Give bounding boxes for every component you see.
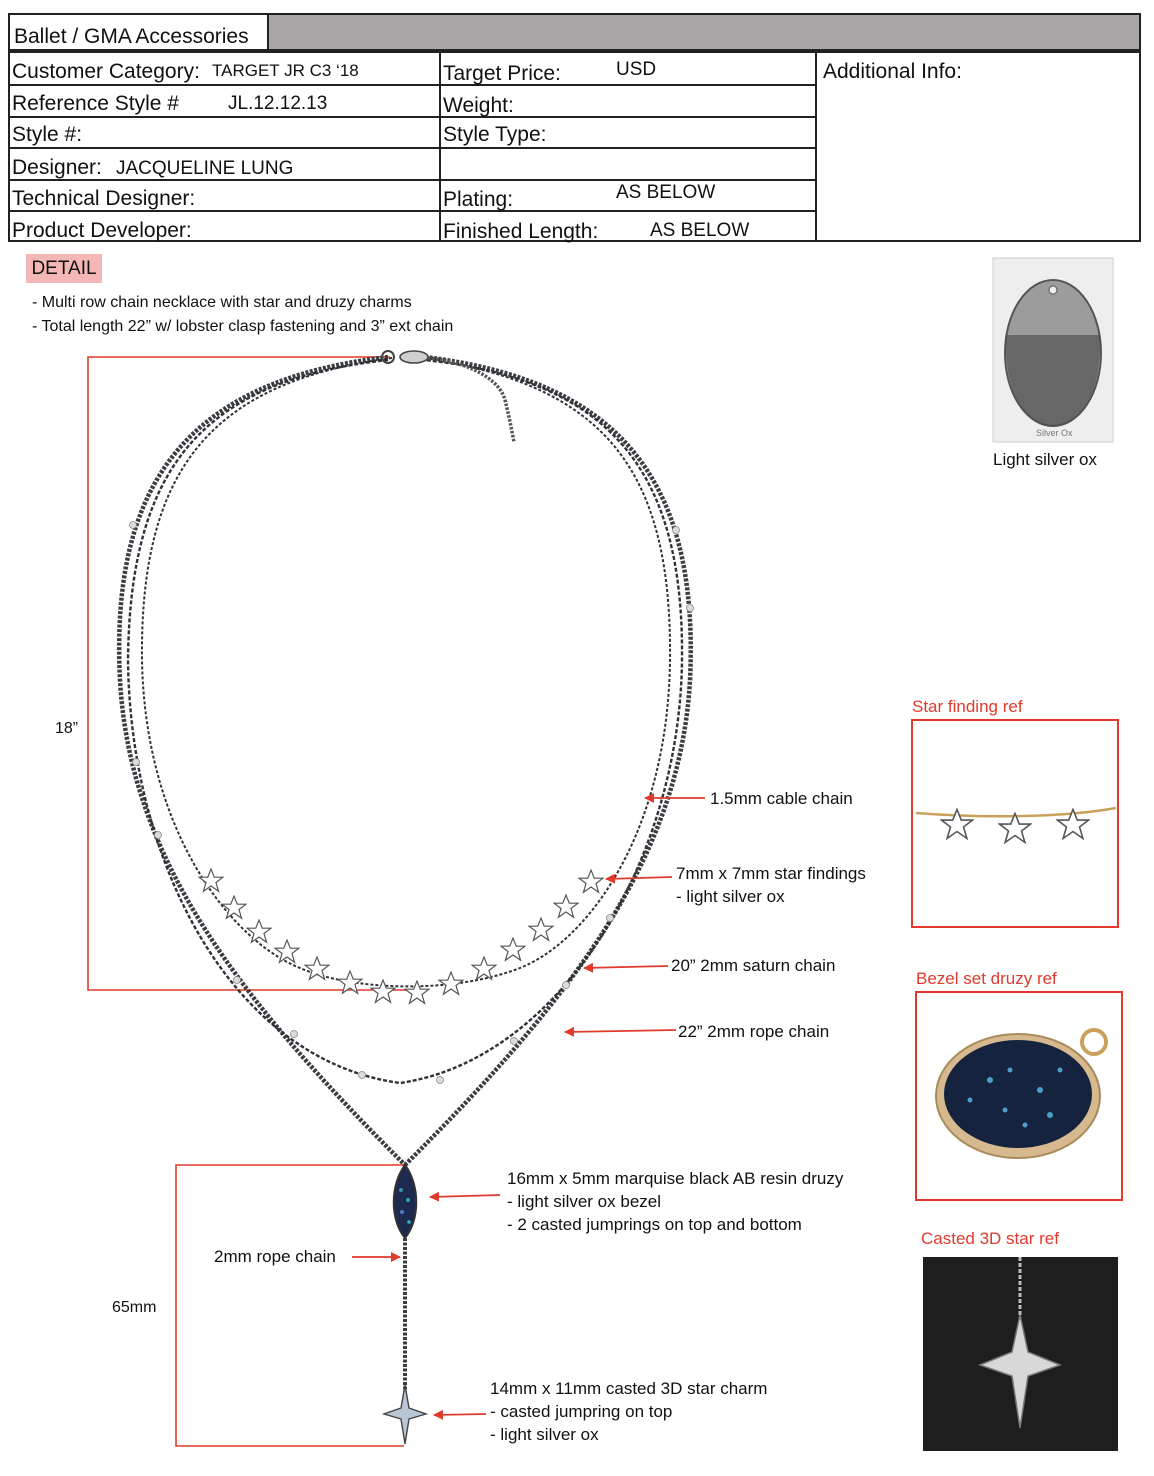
callout-druzy-bezel: - light silver ox bezel (507, 1192, 662, 1211)
callout-star-charm: 14mm x 11mm casted 3D star charm (490, 1379, 768, 1398)
druzy-ref-box (915, 991, 1123, 1201)
star-finding-ref-box (911, 719, 1119, 928)
callout-saturn-chain: 20” 2mm saturn chain (671, 956, 836, 975)
star3d-ref-image (923, 1257, 1118, 1451)
technical-designer-label: Technical Designer: (12, 187, 196, 210)
style-type-label: Style Type: (443, 123, 547, 146)
customer-category-label: Customer Category: (12, 60, 200, 83)
detail-chip: DETAIL (26, 254, 102, 283)
detail-note-1: - Multi row chain necklace with star and druzy charms (32, 294, 412, 311)
saturn-chain-20 (128, 360, 682, 1083)
star-charm-3d (384, 1385, 426, 1444)
callout-star-findings: 7mm x 7mm star findings (676, 864, 866, 883)
style-num-label: Style #: (12, 123, 83, 146)
plating-value: AS BELOW (616, 182, 716, 203)
reference-style-value: JL.12.12.13 (228, 93, 328, 114)
header-title: Ballet / GMA Accessories (8, 13, 269, 51)
silver-ox-swatch-image (993, 258, 1113, 442)
length-bracket-65mm (176, 1165, 404, 1446)
callout-druzy: 16mm x 5mm marquise black AB resin druzy (507, 1169, 844, 1188)
cable-chain-1.5 (142, 358, 670, 986)
finished-length-value: AS BELOW (650, 220, 750, 241)
callout-cable-chain: 1.5mm cable chain (710, 789, 853, 808)
star-finding-ref-title: Star finding ref (912, 697, 1023, 716)
length-bracket-18 (88, 357, 420, 990)
swatch-tag: Silver Ox (1036, 428, 1073, 438)
star3d-ref-title: Casted 3D star ref (921, 1229, 1059, 1248)
target-price-label: Target Price: (443, 62, 561, 85)
designer-value: JACQUELINE LUNG (116, 158, 294, 179)
target-price-value: USD (616, 59, 657, 80)
dimension-65mm-label: 65mm (112, 1299, 157, 1316)
product-developer-label: Product Developer: (12, 219, 192, 242)
druzy-ref-title: Bezel set druzy ref (916, 969, 1057, 988)
rope-chain-22 (119, 357, 405, 1165)
weight-label: Weight: (443, 94, 514, 117)
swatch-caption: Light silver ox (993, 450, 1097, 469)
star-findings (199, 869, 603, 1003)
designer-label: Designer: (12, 156, 102, 179)
additional-info-label: Additional Info: (823, 60, 962, 83)
callout-druzy-jumprings: - 2 casted jumprings on top and bottom (507, 1215, 802, 1234)
callout-rope-chain-22: 22” 2mm rope chain (678, 1022, 830, 1041)
callout-star-charm-jumpring: - casted jumpring on top (490, 1402, 673, 1421)
detail-note-2: - Total length 22” w/ lobster clasp fastening and 3” ext chain (32, 318, 454, 335)
dimension-18-label: 18” (55, 720, 79, 737)
marquise-druzy (394, 1165, 417, 1238)
rope-chain-22 (405, 357, 691, 1165)
plating-label: Plating: (443, 188, 514, 211)
finished-length-label: Finished Length: (443, 220, 599, 243)
reference-style-label: Reference Style # (12, 92, 179, 115)
callout-star-charm-plating: - light silver ox (490, 1425, 599, 1444)
callout-star-findings-plating: - light silver ox (676, 887, 785, 906)
callout-rope-chain-2mm: 2mm rope chain (214, 1247, 336, 1266)
customer-category-value: TARGET JR C3 ‘18 (212, 61, 359, 80)
